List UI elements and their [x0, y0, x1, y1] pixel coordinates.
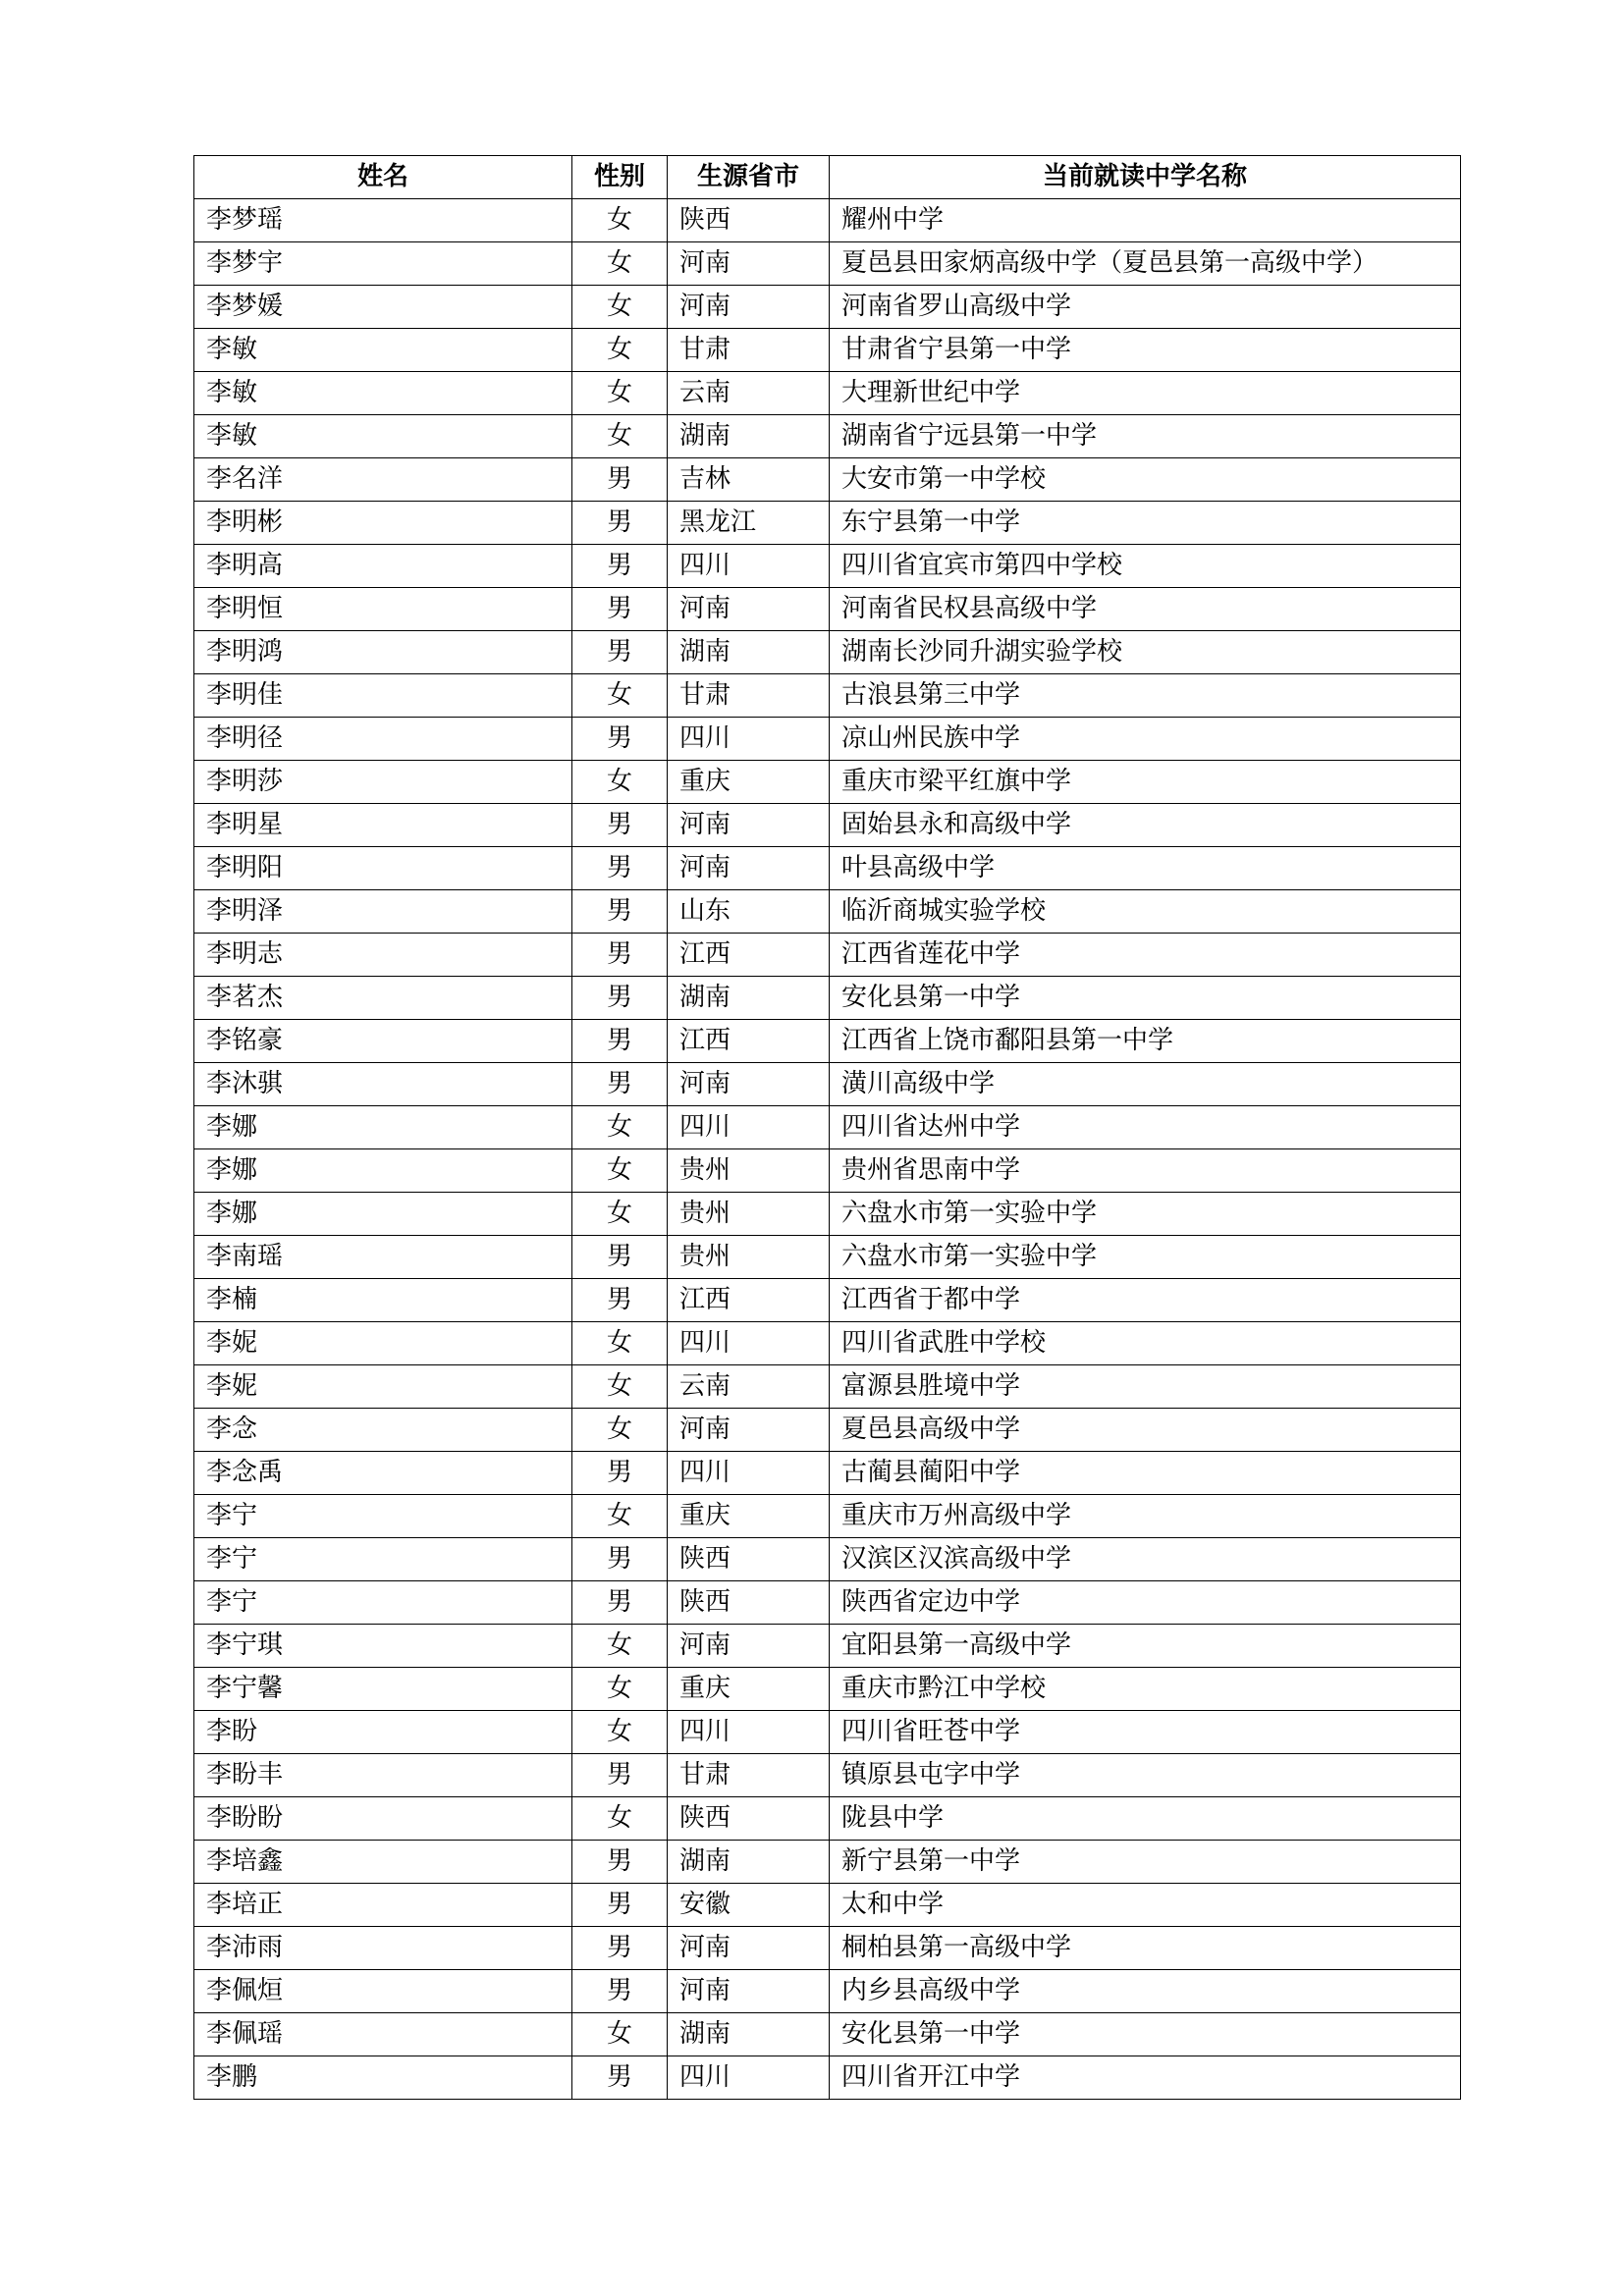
- cell-school: 内乡县高级中学: [830, 1970, 1461, 2013]
- cell-school: 甘肃省宁县第一中学: [830, 329, 1461, 372]
- cell-gender: 男: [572, 847, 668, 890]
- cell-gender: 男: [572, 890, 668, 934]
- cell-name: 李宁: [194, 1581, 572, 1625]
- cell-gender: 男: [572, 458, 668, 502]
- cell-school: 镇原县屯字中学: [830, 1754, 1461, 1797]
- cell-name: 李盼丰: [194, 1754, 572, 1797]
- table-row: [194, 1495, 1461, 1538]
- cell-gender: 男: [572, 1884, 668, 1927]
- cell-name: 李明彬: [194, 502, 572, 545]
- cell-name: 李宁: [194, 1538, 572, 1581]
- table-row: [194, 1193, 1461, 1236]
- cell-province: 云南: [668, 1365, 830, 1409]
- table-row: [194, 1754, 1461, 1797]
- cell-name: 李茗杰: [194, 977, 572, 1020]
- cell-gender: 男: [572, 1581, 668, 1625]
- cell-province: 甘肃: [668, 329, 830, 372]
- cell-gender: 男: [572, 588, 668, 631]
- table-row: [194, 2056, 1461, 2100]
- cell-school: 安化县第一中学: [830, 2013, 1461, 2056]
- cell-name: 李鹏: [194, 2056, 572, 2100]
- cell-name: 李妮: [194, 1365, 572, 1409]
- cell-province: 江西: [668, 1279, 830, 1322]
- table-row: [194, 1322, 1461, 1365]
- cell-province: 四川: [668, 1452, 830, 1495]
- cell-gender: 女: [572, 1193, 668, 1236]
- cell-name: 李宁: [194, 1495, 572, 1538]
- cell-gender: 男: [572, 1236, 668, 1279]
- cell-province: 湖南: [668, 631, 830, 674]
- cell-school: 汉滨区汉滨高级中学: [830, 1538, 1461, 1581]
- cell-name: 李娜: [194, 1106, 572, 1149]
- table-body: [194, 199, 1461, 2100]
- table-row: [194, 502, 1461, 545]
- table-row: [194, 415, 1461, 458]
- cell-school: 四川省旺苍中学: [830, 1711, 1461, 1754]
- cell-name: 李宁琪: [194, 1625, 572, 1668]
- table-header-row: [194, 156, 1461, 199]
- table-row: [194, 1279, 1461, 1322]
- cell-name: 李培鑫: [194, 1841, 572, 1884]
- cell-school: 富源县胜境中学: [830, 1365, 1461, 1409]
- cell-province: 贵州: [668, 1236, 830, 1279]
- cell-school: 桐柏县第一高级中学: [830, 1927, 1461, 1970]
- cell-gender: 男: [572, 631, 668, 674]
- cell-gender: 女: [572, 286, 668, 329]
- cell-province: 山东: [668, 890, 830, 934]
- table-row: [194, 890, 1461, 934]
- cell-province: 四川: [668, 2056, 830, 2100]
- cell-school: 安化县第一中学: [830, 977, 1461, 1020]
- cell-name: 李敏: [194, 329, 572, 372]
- table-row: [194, 804, 1461, 847]
- cell-province: 黑龙江: [668, 502, 830, 545]
- cell-school: 四川省达州中学: [830, 1106, 1461, 1149]
- cell-gender: 男: [572, 1063, 668, 1106]
- cell-province: 河南: [668, 588, 830, 631]
- cell-name: 李明恒: [194, 588, 572, 631]
- table-row: [194, 1365, 1461, 1409]
- cell-gender: 男: [572, 1927, 668, 1970]
- cell-province: 甘肃: [668, 674, 830, 718]
- cell-school: 潢川高级中学: [830, 1063, 1461, 1106]
- cell-gender: 女: [572, 415, 668, 458]
- cell-school: 古蔺县蔺阳中学: [830, 1452, 1461, 1495]
- cell-name: 李妮: [194, 1322, 572, 1365]
- cell-school: 重庆市梁平红旗中学: [830, 761, 1461, 804]
- cell-name: 李明鸿: [194, 631, 572, 674]
- cell-province: 四川: [668, 718, 830, 761]
- cell-gender: 女: [572, 1149, 668, 1193]
- table-row: [194, 718, 1461, 761]
- cell-school: 叶县高级中学: [830, 847, 1461, 890]
- cell-gender: 女: [572, 761, 668, 804]
- table-row: [194, 1668, 1461, 1711]
- cell-school: 湖南长沙同升湖实验学校: [830, 631, 1461, 674]
- cell-school: 临沂商城实验学校: [830, 890, 1461, 934]
- cell-gender: 女: [572, 329, 668, 372]
- cell-province: 湖南: [668, 977, 830, 1020]
- cell-gender: 男: [572, 2056, 668, 2100]
- cell-school: 陕西省定边中学: [830, 1581, 1461, 1625]
- cell-school: 耀州中学: [830, 199, 1461, 242]
- table-row: [194, 372, 1461, 415]
- cell-gender: 男: [572, 718, 668, 761]
- cell-school: 重庆市黔江中学校: [830, 1668, 1461, 1711]
- cell-province: 四川: [668, 1106, 830, 1149]
- cell-gender: 男: [572, 977, 668, 1020]
- cell-school: 新宁县第一中学: [830, 1841, 1461, 1884]
- cell-gender: 女: [572, 1797, 668, 1841]
- cell-school: 湖南省宁远县第一中学: [830, 415, 1461, 458]
- cell-school: 凉山州民族中学: [830, 718, 1461, 761]
- cell-province: 甘肃: [668, 1754, 830, 1797]
- cell-school: 陇县中学: [830, 1797, 1461, 1841]
- cell-name: 李培正: [194, 1884, 572, 1927]
- cell-school: 四川省宜宾市第四中学校: [830, 545, 1461, 588]
- table-row: [194, 1625, 1461, 1668]
- cell-province: 湖南: [668, 1841, 830, 1884]
- cell-province: 河南: [668, 1927, 830, 1970]
- cell-school: 夏邑县田家炳高级中学（夏邑县第一高级中学）: [830, 242, 1461, 286]
- cell-name: 李楠: [194, 1279, 572, 1322]
- cell-province: 重庆: [668, 1668, 830, 1711]
- cell-province: 贵州: [668, 1193, 830, 1236]
- cell-province: 重庆: [668, 761, 830, 804]
- student-roster-table: [193, 155, 1461, 2100]
- cell-name: 李名洋: [194, 458, 572, 502]
- cell-gender: 男: [572, 502, 668, 545]
- table-row: [194, 1409, 1461, 1452]
- cell-province: 河南: [668, 1063, 830, 1106]
- cell-province: 四川: [668, 545, 830, 588]
- cell-gender: 男: [572, 1452, 668, 1495]
- cell-province: 陕西: [668, 199, 830, 242]
- table-row: [194, 1841, 1461, 1884]
- cell-name: 李梦媛: [194, 286, 572, 329]
- cell-name: 李南瑶: [194, 1236, 572, 1279]
- cell-school: 江西省莲花中学: [830, 934, 1461, 977]
- cell-province: 湖南: [668, 415, 830, 458]
- cell-name: 李佩瑶: [194, 2013, 572, 2056]
- table-row: [194, 1106, 1461, 1149]
- cell-name: 李盼: [194, 1711, 572, 1754]
- table-row: [194, 934, 1461, 977]
- table-row: [194, 286, 1461, 329]
- cell-province: 四川: [668, 1711, 830, 1754]
- cell-gender: 女: [572, 199, 668, 242]
- table-row: [194, 1581, 1461, 1625]
- cell-gender: 女: [572, 2013, 668, 2056]
- table-row: [194, 847, 1461, 890]
- table-row: [194, 588, 1461, 631]
- cell-gender: 女: [572, 1365, 668, 1409]
- cell-school: 六盘水市第一实验中学: [830, 1236, 1461, 1279]
- table-row: [194, 977, 1461, 1020]
- cell-gender: 女: [572, 242, 668, 286]
- table-row: [194, 329, 1461, 372]
- cell-gender: 男: [572, 804, 668, 847]
- cell-gender: 男: [572, 1754, 668, 1797]
- cell-name: 李娜: [194, 1193, 572, 1236]
- cell-province: 云南: [668, 372, 830, 415]
- cell-school: 重庆市万州高级中学: [830, 1495, 1461, 1538]
- cell-province: 贵州: [668, 1149, 830, 1193]
- table-row: [194, 1452, 1461, 1495]
- cell-gender: 男: [572, 1970, 668, 2013]
- cell-name: 李沛雨: [194, 1927, 572, 1970]
- table-row: [194, 199, 1461, 242]
- table-row: [194, 545, 1461, 588]
- cell-province: 河南: [668, 286, 830, 329]
- cell-name: 李佩烜: [194, 1970, 572, 2013]
- cell-school: 夏邑县高级中学: [830, 1409, 1461, 1452]
- cell-gender: 男: [572, 1841, 668, 1884]
- cell-name: 李念禹: [194, 1452, 572, 1495]
- table-row: [194, 1236, 1461, 1279]
- cell-name: 李宁馨: [194, 1668, 572, 1711]
- cell-school: 四川省开江中学: [830, 2056, 1461, 2100]
- cell-gender: 女: [572, 1711, 668, 1754]
- cell-province: 安徽: [668, 1884, 830, 1927]
- cell-gender: 女: [572, 1625, 668, 1668]
- table-row: [194, 1970, 1461, 2013]
- cell-school: 大安市第一中学校: [830, 458, 1461, 502]
- cell-gender: 女: [572, 1322, 668, 1365]
- cell-school: 古浪县第三中学: [830, 674, 1461, 718]
- cell-province: 江西: [668, 934, 830, 977]
- table-row: [194, 674, 1461, 718]
- cell-school: 六盘水市第一实验中学: [830, 1193, 1461, 1236]
- cell-name: 李明莎: [194, 761, 572, 804]
- cell-gender: 男: [572, 1538, 668, 1581]
- header-province: 生源省市: [668, 156, 830, 199]
- cell-name: 李梦瑶: [194, 199, 572, 242]
- cell-province: 河南: [668, 242, 830, 286]
- cell-gender: 女: [572, 1495, 668, 1538]
- cell-gender: 女: [572, 674, 668, 718]
- table-row: [194, 1711, 1461, 1754]
- cell-name: 李明阳: [194, 847, 572, 890]
- cell-school: 太和中学: [830, 1884, 1461, 1927]
- cell-gender: 女: [572, 1409, 668, 1452]
- cell-province: 河南: [668, 847, 830, 890]
- cell-name: 李盼盼: [194, 1797, 572, 1841]
- table-row: [194, 1538, 1461, 1581]
- cell-province: 河南: [668, 804, 830, 847]
- cell-province: 陕西: [668, 1581, 830, 1625]
- cell-gender: 男: [572, 1020, 668, 1063]
- table-row: [194, 242, 1461, 286]
- cell-name: 李沐骐: [194, 1063, 572, 1106]
- cell-name: 李明星: [194, 804, 572, 847]
- cell-school: 河南省民权县高级中学: [830, 588, 1461, 631]
- student-roster-sheet: [193, 155, 1460, 2100]
- cell-school: 江西省上饶市鄱阳县第一中学: [830, 1020, 1461, 1063]
- table-row: [194, 458, 1461, 502]
- cell-school: 四川省武胜中学校: [830, 1322, 1461, 1365]
- cell-school: 东宁县第一中学: [830, 502, 1461, 545]
- cell-name: 李铭豪: [194, 1020, 572, 1063]
- cell-name: 李明径: [194, 718, 572, 761]
- cell-province: 陕西: [668, 1797, 830, 1841]
- cell-school: 固始县永和高级中学: [830, 804, 1461, 847]
- cell-name: 李念: [194, 1409, 572, 1452]
- table-row: [194, 1884, 1461, 1927]
- cell-gender: 男: [572, 934, 668, 977]
- header-school: 当前就读中学名称: [830, 156, 1461, 199]
- header-name: 姓名: [194, 156, 572, 199]
- cell-province: 重庆: [668, 1495, 830, 1538]
- table-row: [194, 761, 1461, 804]
- table-row: [194, 1063, 1461, 1106]
- cell-name: 李明佳: [194, 674, 572, 718]
- cell-province: 河南: [668, 1625, 830, 1668]
- cell-gender: 男: [572, 1279, 668, 1322]
- header-gender: 性别: [572, 156, 668, 199]
- table-row: [194, 2013, 1461, 2056]
- cell-province: 江西: [668, 1020, 830, 1063]
- cell-province: 河南: [668, 1970, 830, 2013]
- cell-province: 四川: [668, 1322, 830, 1365]
- table-row: [194, 1797, 1461, 1841]
- cell-name: 李明志: [194, 934, 572, 977]
- cell-name: 李明高: [194, 545, 572, 588]
- cell-name: 李明泽: [194, 890, 572, 934]
- cell-school: 贵州省思南中学: [830, 1149, 1461, 1193]
- table-row: [194, 631, 1461, 674]
- cell-school: 江西省于都中学: [830, 1279, 1461, 1322]
- cell-name: 李敏: [194, 372, 572, 415]
- cell-name: 李梦宇: [194, 242, 572, 286]
- cell-gender: 女: [572, 1668, 668, 1711]
- cell-name: 李娜: [194, 1149, 572, 1193]
- cell-province: 河南: [668, 1409, 830, 1452]
- cell-province: 陕西: [668, 1538, 830, 1581]
- cell-gender: 女: [572, 372, 668, 415]
- cell-province: 吉林: [668, 458, 830, 502]
- cell-name: 李敏: [194, 415, 572, 458]
- cell-school: 宜阳县第一高级中学: [830, 1625, 1461, 1668]
- cell-school: 河南省罗山高级中学: [830, 286, 1461, 329]
- table-row: [194, 1149, 1461, 1193]
- cell-school: 大理新世纪中学: [830, 372, 1461, 415]
- table-row: [194, 1927, 1461, 1970]
- cell-gender: 男: [572, 545, 668, 588]
- cell-province: 湖南: [668, 2013, 830, 2056]
- cell-gender: 女: [572, 1106, 668, 1149]
- table-row: [194, 1020, 1461, 1063]
